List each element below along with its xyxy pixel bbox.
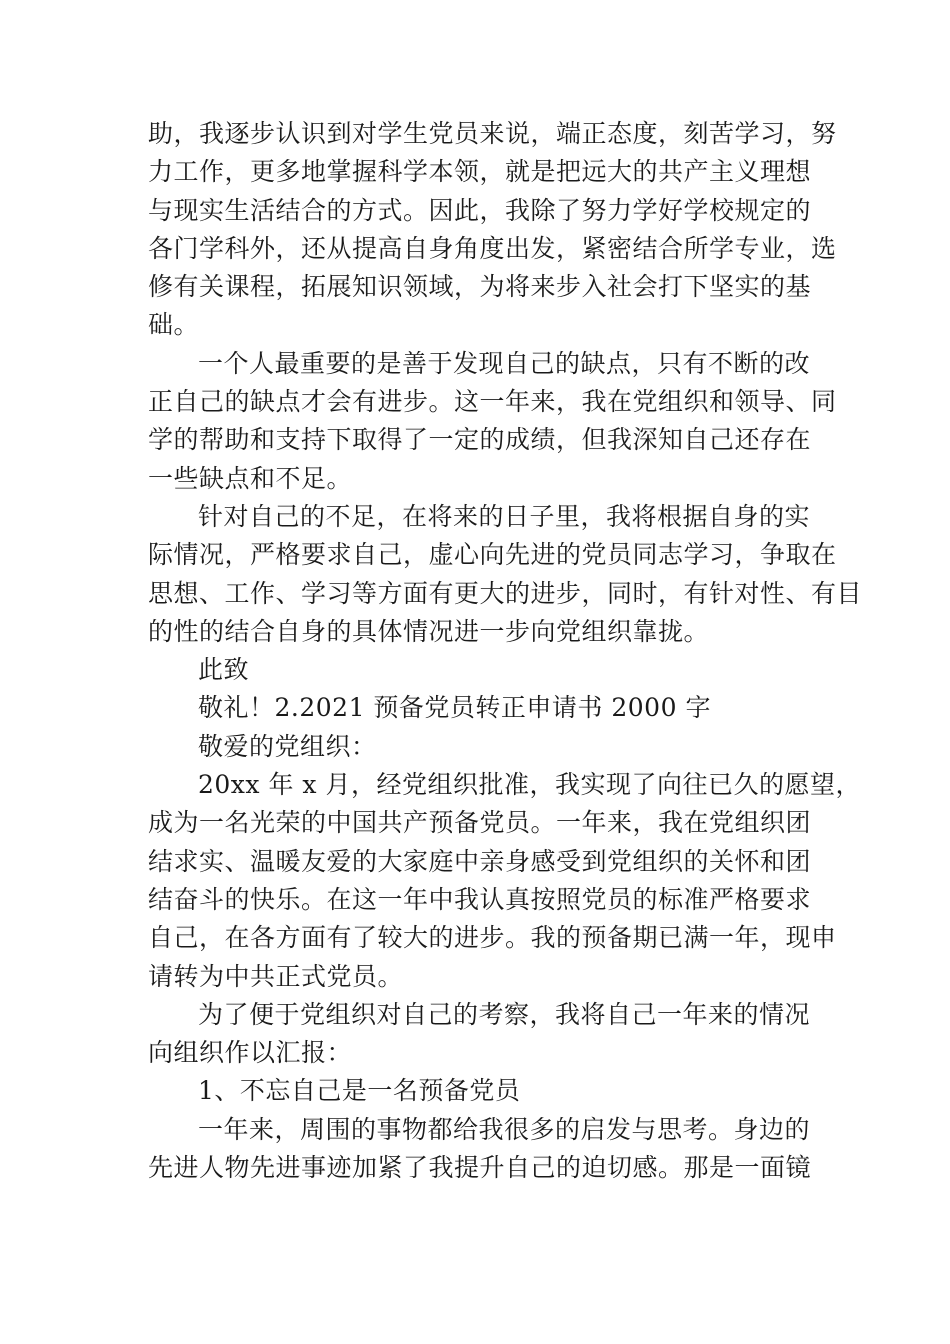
paragraph	[148, 115, 837, 345]
paragraph	[148, 1072, 810, 1110]
paragraph	[148, 728, 810, 766]
text-line: 际情况，严格要求自己，虚心向先进的党员同志学习，争取在	[148, 540, 837, 570]
text-line: 的性的结合自身的具体情况进一步向党组织靠拢。	[148, 616, 710, 646]
paragraph	[148, 766, 861, 996]
text-line: 请转为中共正式党员。	[148, 961, 404, 991]
document-body	[148, 115, 863, 1187]
text-line: 力工作，更多地掌握科学本领，就是把远大的共产主义理想	[148, 157, 812, 187]
text-line: 20xx 年 x 月，经党组织批准，我实现了向往已久的愿望，	[198, 770, 861, 800]
text-line: 一些缺点和不足。	[148, 463, 353, 493]
text-line: 敬礼！2.2021 预备党员转正申请书 2000 字	[198, 693, 711, 723]
paragraph	[148, 996, 810, 1073]
text-line: 针对自己的不足，在将来的日子里，我将根据自身的实	[198, 501, 811, 531]
text-line: 正自己的缺点才会有进步。这一年来，我在党组织和领导、同	[148, 387, 837, 417]
paragraph	[148, 651, 810, 689]
text-line: 助，我逐步认识到对学生党员来说，端正态度，刻苦学习，努	[148, 119, 837, 148]
text-line: 向组织作以汇报：	[148, 1038, 353, 1068]
text-line: 先进人物先进事迹加紧了我提升自己的迫切感。那是一面镜	[148, 1153, 812, 1183]
text-line: 1、不忘自己是一名预备党员	[198, 1076, 521, 1106]
text-line: 自己，在各方面有了较大的进步。我的预备期已满一年，现申	[148, 923, 837, 953]
text-line: 一年来，周围的事物都给我很多的启发与思考。身边的	[198, 1114, 811, 1144]
text-line: 一个人最重要的是善于发现自己的缺点，只有不断的改	[198, 348, 811, 378]
text-line: 学的帮助和支持下取得了一定的成绩，但我深知自己还存在	[148, 425, 812, 455]
text-line: 础。	[148, 310, 200, 340]
paragraph	[148, 1111, 810, 1188]
text-line: 此致	[198, 655, 250, 685]
text-line: 成为一名光荣的中国共产预备党员。一年来，我在党组织团	[148, 808, 812, 838]
text-line: 修有关课程，拓展知识领域，为将来步入社会打下坚实的基	[148, 272, 812, 302]
text-line: 思想、工作、学习等方面有更大的进步，同时，有针对性、有目	[148, 578, 863, 608]
paragraph	[148, 689, 810, 727]
text-line: 为了便于党组织对自己的考察，我将自己一年来的情况	[198, 999, 811, 1029]
text-line: 各门学科外，还从提高自身角度出发，紧密结合所学专业，选	[148, 233, 837, 263]
paragraph	[148, 345, 837, 498]
paragraph	[148, 498, 863, 651]
text-line: 与现实生活结合的方式。因此，我除了努力学好学校规定的	[148, 195, 812, 225]
text-line: 敬爱的党组织：	[198, 731, 377, 761]
text-line: 结求实、温暖友爱的大家庭中亲身感受到党组织的关怀和团	[148, 846, 812, 876]
text-line: 结奋斗的快乐。在这一年中我认真按照党员的标准严格要求	[148, 884, 812, 914]
